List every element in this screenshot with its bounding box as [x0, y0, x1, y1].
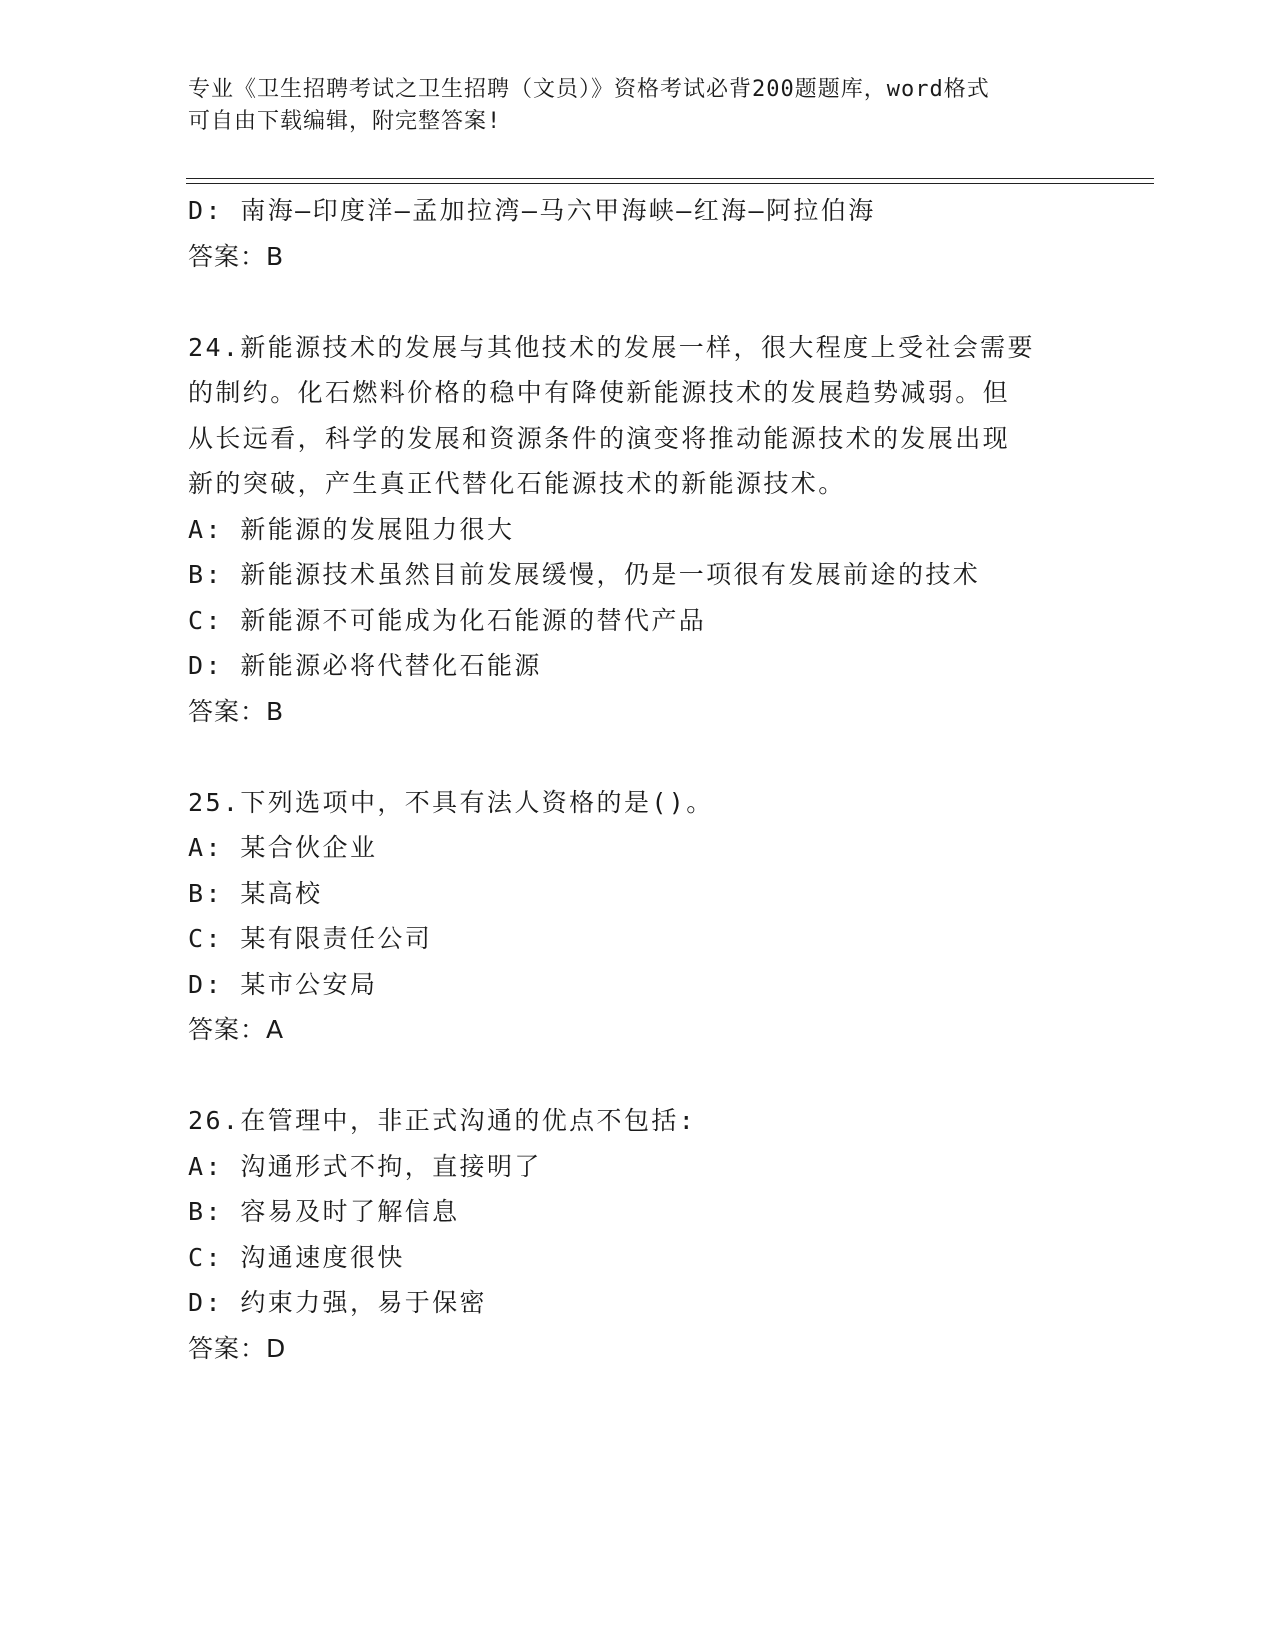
question-25	[188, 780, 1088, 1053]
question-24-option-a: A: 新能源的发展阻力很大	[188, 514, 515, 544]
question-26-option-b: B: 容易及时了解信息	[188, 1197, 460, 1226]
spacer	[188, 279, 1088, 325]
question-24-option-c: C: 新能源不可能成为化石能源的替代产品	[188, 605, 707, 635]
page-header	[188, 74, 1068, 138]
question-26-option-a: A: 沟通形式不拘，直接明了	[188, 1151, 542, 1181]
question-26-option-c: C: 沟通速度很快	[188, 1242, 405, 1272]
question-26-option-d: D: 约束力强，易于保密	[188, 1288, 487, 1317]
question-25-option-a: A: 某合伙企业	[188, 833, 378, 862]
spacer	[188, 1053, 1088, 1099]
question-24-answer: 答案：B	[188, 696, 285, 726]
question-25-answer: 答案：A	[188, 1015, 285, 1044]
header-title-line-2: 可自由下载编辑，附完整答案!	[188, 109, 502, 134]
header-divider-top	[186, 178, 1154, 179]
question-24-stem-line-3: 从长远看，科学的发展和资源条件的演变将推动能源技术的发展出现	[188, 423, 1011, 453]
question-24	[188, 325, 1088, 735]
question-25-option-b: B: 某高校	[188, 878, 323, 908]
question-26	[188, 1098, 1088, 1371]
question-24-option-b: B: 新能源技术虽然目前发展缓慢，仍是一项很有发展前途的技术	[188, 560, 981, 589]
question-25-option-c: C: 某有限责任公司	[188, 924, 433, 953]
prev-question-answer: 答案：B	[188, 241, 285, 271]
question-24-option-d: D: 新能源必将代替化石能源	[188, 651, 542, 680]
question-24-stem-line-4: 新的突破，产生真正代替化石能源技术的新能源技术。	[188, 469, 846, 498]
question-24-stem-line-1: 24.新能源技术的发展与其他技术的发展一样，很大程度上受社会需要	[188, 332, 1035, 362]
question-content	[188, 188, 1088, 1371]
header-divider-bottom	[186, 183, 1154, 184]
question-24-stem-line-2: 的制约。化石燃料价格的稳中有降使新能源技术的发展趋势减弱。但	[188, 378, 1011, 407]
spacer	[188, 734, 1088, 780]
question-25-stem: 25.下列选项中，不具有法人资格的是()。	[188, 787, 714, 817]
prev-question-option-d: D: 南海—印度洋—孟加拉湾—马六甲海峡—红海—阿拉伯海	[188, 196, 876, 225]
question-25-option-d: D: 某市公安局	[188, 969, 378, 999]
header-title-line-1: 专业《卫生招聘考试之卫生招聘（文员）》资格考试必背200题题库，word格式	[188, 77, 990, 102]
question-26-stem: 26.在管理中，非正式沟通的优点不包括:	[188, 1106, 697, 1135]
question-26-answer: 答案：D	[188, 1333, 287, 1363]
